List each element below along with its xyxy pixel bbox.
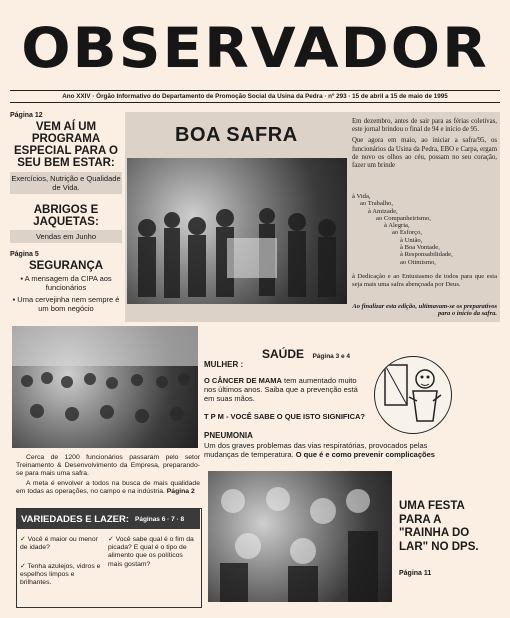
mulher-label: MULHER : — [204, 360, 244, 369]
variedades-pages: Páginas 6 · 7 · 8 — [135, 516, 185, 523]
seguranca-headline: SEGURANÇA — [28, 260, 104, 272]
program-headline: VEM AÍ UM PROGRAMA ESPECIAL PARA O SEU BEM ESTAR: — [14, 121, 118, 169]
issue-line: Ano XXIV · Órgão Informativo do Departamento de Promoção Social da Usina da Pedra · nº 293 · 15 de abril a 15 de maio de 1995 — [10, 90, 500, 103]
pneumonia-title: PNEUMONIA — [204, 431, 253, 440]
variedades-question: Tenha azulejos, vidros e espelhos limpos e brilhantes. — [20, 563, 101, 587]
variedades-item: ✓ Você sabe qual é o fim da picada? E qual é o tipo de alimento que os políticos mais gostam? — [108, 536, 194, 568]
toast-list — [352, 193, 497, 266]
pneumonia-text — [204, 441, 444, 459]
toast-list-item: ao Companheirismo, — [376, 214, 431, 222]
page-ref: Página 12 — [10, 112, 43, 119]
people-silhouettes — [127, 158, 347, 304]
saude-heading — [262, 345, 350, 363]
variedades-item: ✓ Tenha azulejos, vidros e espelhos limpos e brilhantes. — [20, 563, 101, 587]
seguranca-item-text: Uma cervejinha nem sempre é um bom negócio — [17, 295, 120, 313]
safra-closing: à Dedicação e ao Entusiasmo de todos para que esta seja mais uma safra abençoada por Deus. — [352, 273, 497, 288]
toast-list-item: à Amizade, — [368, 207, 398, 215]
variedades-title: VARIEDADES E LAZER: — [21, 514, 130, 525]
abrigos-headline: ABRIGOS E JAQUETAS: — [33, 204, 99, 228]
safra-group-photo — [127, 158, 347, 304]
safra-note: Ao finalizar esta edição, ultimavam-se os preparativos para o início da safra. — [352, 303, 497, 318]
cancer-title: O CÂNCER DE MAMA — [204, 376, 282, 385]
festa-headline: UMA FESTA PARA A "RAINHA DO LAR" NO DPS. — [399, 500, 479, 553]
cartoon-figure-icon — [375, 357, 451, 433]
safra-paragraph: Que agora em maio, ao iniciar a safra/95, os funcionários da Usina da Pedra, EBO e Carpa, ergam de novo os olhos ao céu, possam no seu coração, fazer um brinde — [352, 137, 497, 170]
tpm-text: T P M - VOCÊ SABE O QUE ISTO SIGNIFICA? — [204, 412, 365, 421]
toast-list-item: à Vida, — [352, 193, 371, 200]
pneumonia-body: Um dos graves problemas das vias respiratórias, provocados pelas mudanças de temperatura. — [204, 441, 428, 459]
page-ref: Página 11 — [399, 570, 432, 577]
seguranca-item-text: A mensagem da CIPA aos funcionários — [24, 274, 112, 292]
variedades-header — [17, 509, 200, 529]
saude-title: SAÚDE — [262, 347, 305, 361]
toast-list-item: à Boa Vontade, — [400, 244, 440, 252]
safra-intro: Em dezembro, antes de sair para as férias coletivas, este jornal brindou o final de 94 e início de 95. — [352, 118, 497, 134]
toast-list-item: ao Esforço, — [392, 229, 423, 237]
cancer-body: tem aumentado muito nos últimos anos. Saiba que a prevenção está em suas mãos. — [204, 376, 358, 403]
boa-safra-text — [352, 118, 497, 170]
variedades-question: Você é maior ou menor de idade? — [20, 536, 98, 552]
toast-list-item: ao Otimismo, — [400, 258, 436, 266]
page-ref: Página 2 — [166, 488, 195, 496]
variedades-item: ✓ Você é maior ou menor de idade? — [20, 536, 98, 552]
seguranca-item: ▪ A mensagem da CIPA aos funcionários — [20, 274, 112, 292]
audience-silhouettes — [12, 326, 198, 448]
saude-pages: Página 3 e 4 — [312, 353, 351, 360]
variedades-question: Você sabe qual é o fim da picada? E qual é o tipo de alimento que os políticos mais gostam? — [108, 536, 194, 568]
cartoon-illustration — [374, 356, 452, 434]
cancer-text — [204, 376, 369, 403]
masthead-title: OBSERVADOR — [21, 15, 489, 81]
training-goal: A meta é envolver a todos na busca de mais qualidade em todas as operações, no campo e na indústria. — [16, 480, 200, 496]
women-silhouettes — [208, 471, 392, 602]
toast-list-item: à União, — [400, 236, 423, 244]
page-ref: Página 5 — [10, 251, 39, 258]
toast-list-item: à Responsabilidade, — [400, 251, 453, 259]
pneumonia-bold: O que é e como prevenir complicações — [295, 450, 435, 459]
training-text: Cerca de 1200 funcionários passaram pelo setor Treinamento & Desenvolvimento da Empresa, preparando-se para mais uma safra. — [16, 454, 200, 478]
toast-list-item: à Alegria, — [384, 222, 410, 230]
training-photo — [12, 326, 198, 448]
toast-list-item: ao Trabalho, — [360, 200, 393, 208]
program-subtitle: Exercícios, Nutrição e Qualidade de Vida. — [11, 174, 121, 192]
left-column — [10, 112, 122, 313]
seguranca-item: ▪ Uma cervejinha nem sempre é um bom negócio — [12, 295, 120, 313]
abrigos-subtitle: Vendas em Junho — [10, 230, 122, 243]
training-text-2 — [16, 480, 200, 496]
festa-photo — [208, 471, 392, 602]
boa-safra-title: BOA SAFRA — [175, 124, 298, 146]
